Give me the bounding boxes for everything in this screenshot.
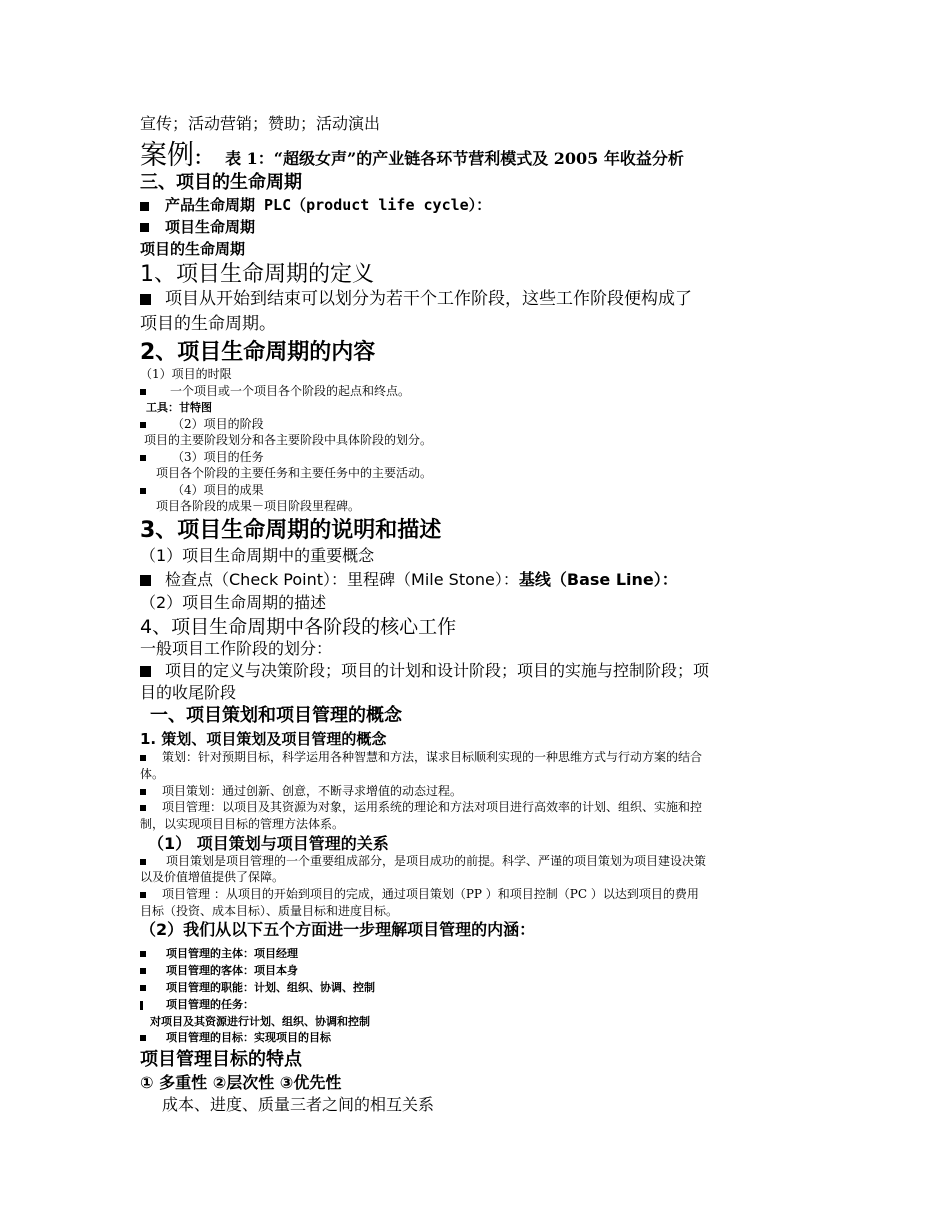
bullet-square-icon (140, 951, 146, 957)
section-heading: 三、项目的生命周期 (140, 172, 302, 193)
subheading: （1） 项目策划与项目管理的关系 (148, 834, 389, 853)
bullet-item (140, 662, 709, 680)
bullet-square-icon (140, 985, 146, 991)
text-line: （1）项目的时限 (140, 367, 232, 381)
bullet-square-icon (140, 666, 151, 677)
bullet-item (140, 982, 375, 995)
bullet-text: 项目生命周期 (165, 218, 256, 236)
subheading: 项目管理目标的特点 (140, 1049, 302, 1070)
bullet-item (140, 290, 692, 310)
bullet-text: 项目的定义与决策阶段；项目的计划和设计阶段；项目的实施与控制阶段；项 (165, 661, 710, 680)
bullet-square-icon (140, 1001, 143, 1010)
bullet-item (140, 751, 702, 765)
bullet-square-icon (140, 755, 146, 761)
case-colon: ： (194, 148, 212, 169)
bullet-item (140, 948, 298, 961)
bullet-item (140, 855, 706, 869)
bullet-square-icon (140, 294, 151, 305)
bullet-text: （3）项目的任务 (172, 450, 264, 464)
bullet-item (140, 888, 699, 902)
bullet-item (140, 571, 678, 589)
bullet-item (140, 197, 491, 214)
text-line: 对项目及其资源进行计划、组织、协调和控制 (150, 1015, 370, 1028)
heading-content: 2、项目生命周期的内容 (140, 340, 376, 365)
section-heading: 一、项目策划和项目管理的概念 (150, 705, 402, 726)
text-line: 项目各阶段的成果－项目阶段里程碑。 (156, 499, 361, 513)
bullet-text: 一个项目或一个项目各个阶段的起点和终点。 (170, 384, 411, 398)
bullet-text: 项目管理的目标：实现项目的目标 (166, 1031, 331, 1044)
bullet-text: （2）项目的阶段 (172, 417, 264, 431)
bullet-text: 产品生命周期 PLC（product life cycle）： (165, 196, 492, 214)
bullet-item (140, 484, 264, 498)
bullet-item (140, 451, 264, 465)
subheading: 1. 策划、项目策划及项目管理的概念 (140, 730, 387, 748)
bullet-item (140, 1032, 331, 1045)
text-line: 宣传；活动营销；赞助；活动演出 (140, 114, 381, 133)
text-line: 一般项目工作阶段的划分： (140, 639, 333, 658)
bullet-item (140, 801, 702, 815)
bullet-square-icon (140, 892, 146, 898)
bullet-square-icon (140, 455, 146, 461)
text-line: 工具：甘特图 (146, 401, 212, 414)
text-line: 制，以实现项目目标的管理方法体系。 (140, 817, 345, 831)
text-line: 目标（投资、成本目标）、质量目标和进度目标。 (140, 904, 399, 918)
bullet-item (140, 785, 462, 799)
text-line: 成本、进度、质量三者之间的相互关系 (162, 1095, 435, 1114)
bullet-text: 项目管理的职能：计划、组织、协调、控制 (166, 981, 375, 994)
bullet-square-icon (140, 575, 151, 586)
bullet-text-bold: 基线（Base Line）： (518, 570, 678, 589)
bullet-text: 项目从开始到结束可以划分为若干个工作阶段，这些工作阶段便构成了 (165, 289, 692, 309)
heading-description: 3、项目生命周期的说明和描述 (140, 518, 442, 543)
subheading: ① 多重性 ②层次性 ③优先性 (140, 1073, 342, 1092)
bullet-text: 项目管理的任务： (166, 998, 254, 1011)
case-heading-line (140, 140, 684, 171)
bullet-text: 项目管理的主体：项目经理 (166, 947, 298, 960)
bullet-text: 项目策划：通过创新、创意，不断寻求增值的动态过程。 (162, 784, 463, 798)
heading-core-work: 4、项目生命周期中各阶段的核心工作 (140, 616, 457, 638)
bullet-text: （4）项目的成果 (172, 483, 264, 497)
text-line: 项目各个阶段的主要任务和主要任务中的主要活动。 (156, 466, 433, 480)
bullet-text: 策划：针对预期目标，科学运用各种智慧和方法，谋求目标顺利实现的一种思维方式与行动方案的结合 (162, 750, 703, 764)
text-line: （2）项目生命周期的描述 (140, 593, 327, 612)
text-line: 体。 (140, 767, 165, 781)
text-line: （1）项目生命周期中的重要概念 (140, 546, 375, 565)
bullet-square-icon (140, 968, 146, 974)
case-label: 案例 (140, 140, 194, 171)
bullet-item (140, 418, 264, 432)
bullet-text: 项目管理：以项目及其资源为对象，运用系统的理论和方法对项目进行高效率的计划、组织、实施和控 (162, 800, 703, 814)
bullet-square-icon (140, 1035, 146, 1041)
bullet-text: 项目管理 ：从项目的开始到项目的完成，通过项目策划（PP ）和项目控制（PC ）以达到项目的费用 (162, 887, 699, 901)
bullet-square-icon (140, 223, 149, 232)
bullet-square-icon (140, 389, 146, 395)
bullet-square-icon (140, 488, 146, 494)
text-line: 项目的主要阶段划分和各主要阶段中具体阶段的划分。 (144, 433, 433, 447)
text-line: 项目的生命周期。 (140, 314, 276, 334)
bullet-square-icon (140, 805, 146, 811)
bullet-square-icon (140, 859, 146, 865)
bullet-square-icon (140, 422, 146, 428)
subheading: （2）我们从以下五个方面进一步理解项目管理的内涵： (140, 920, 536, 939)
bullet-text: 项目管理的客体：项目本身 (166, 964, 298, 977)
bullet-item (140, 999, 254, 1012)
bullet-item (140, 219, 255, 236)
bullet-square-icon (140, 789, 146, 795)
bullet-square-icon (140, 202, 149, 211)
text-line: 以及价值增值提供了保障。 (140, 870, 285, 884)
text-line: 目的收尾阶段 (140, 683, 237, 702)
heading-definition: 1、项目生命周期的定义 (140, 262, 374, 287)
bullet-item (140, 385, 410, 399)
bullet-item (140, 965, 298, 978)
bullet-text: 检查点（Check Point）：里程碑（Mile Stone）： (165, 570, 519, 589)
subheading: 项目的生命周期 (140, 240, 246, 258)
table-caption: 表 1：“超级女声”的产业链各环节营利模式及 2005 年收益分析 (225, 149, 684, 168)
bullet-text: 项目策划是项目管理的一个重要组成部分，是项目成功的前提。科学、严谨的项目策划为项目建设决策 (166, 854, 707, 868)
